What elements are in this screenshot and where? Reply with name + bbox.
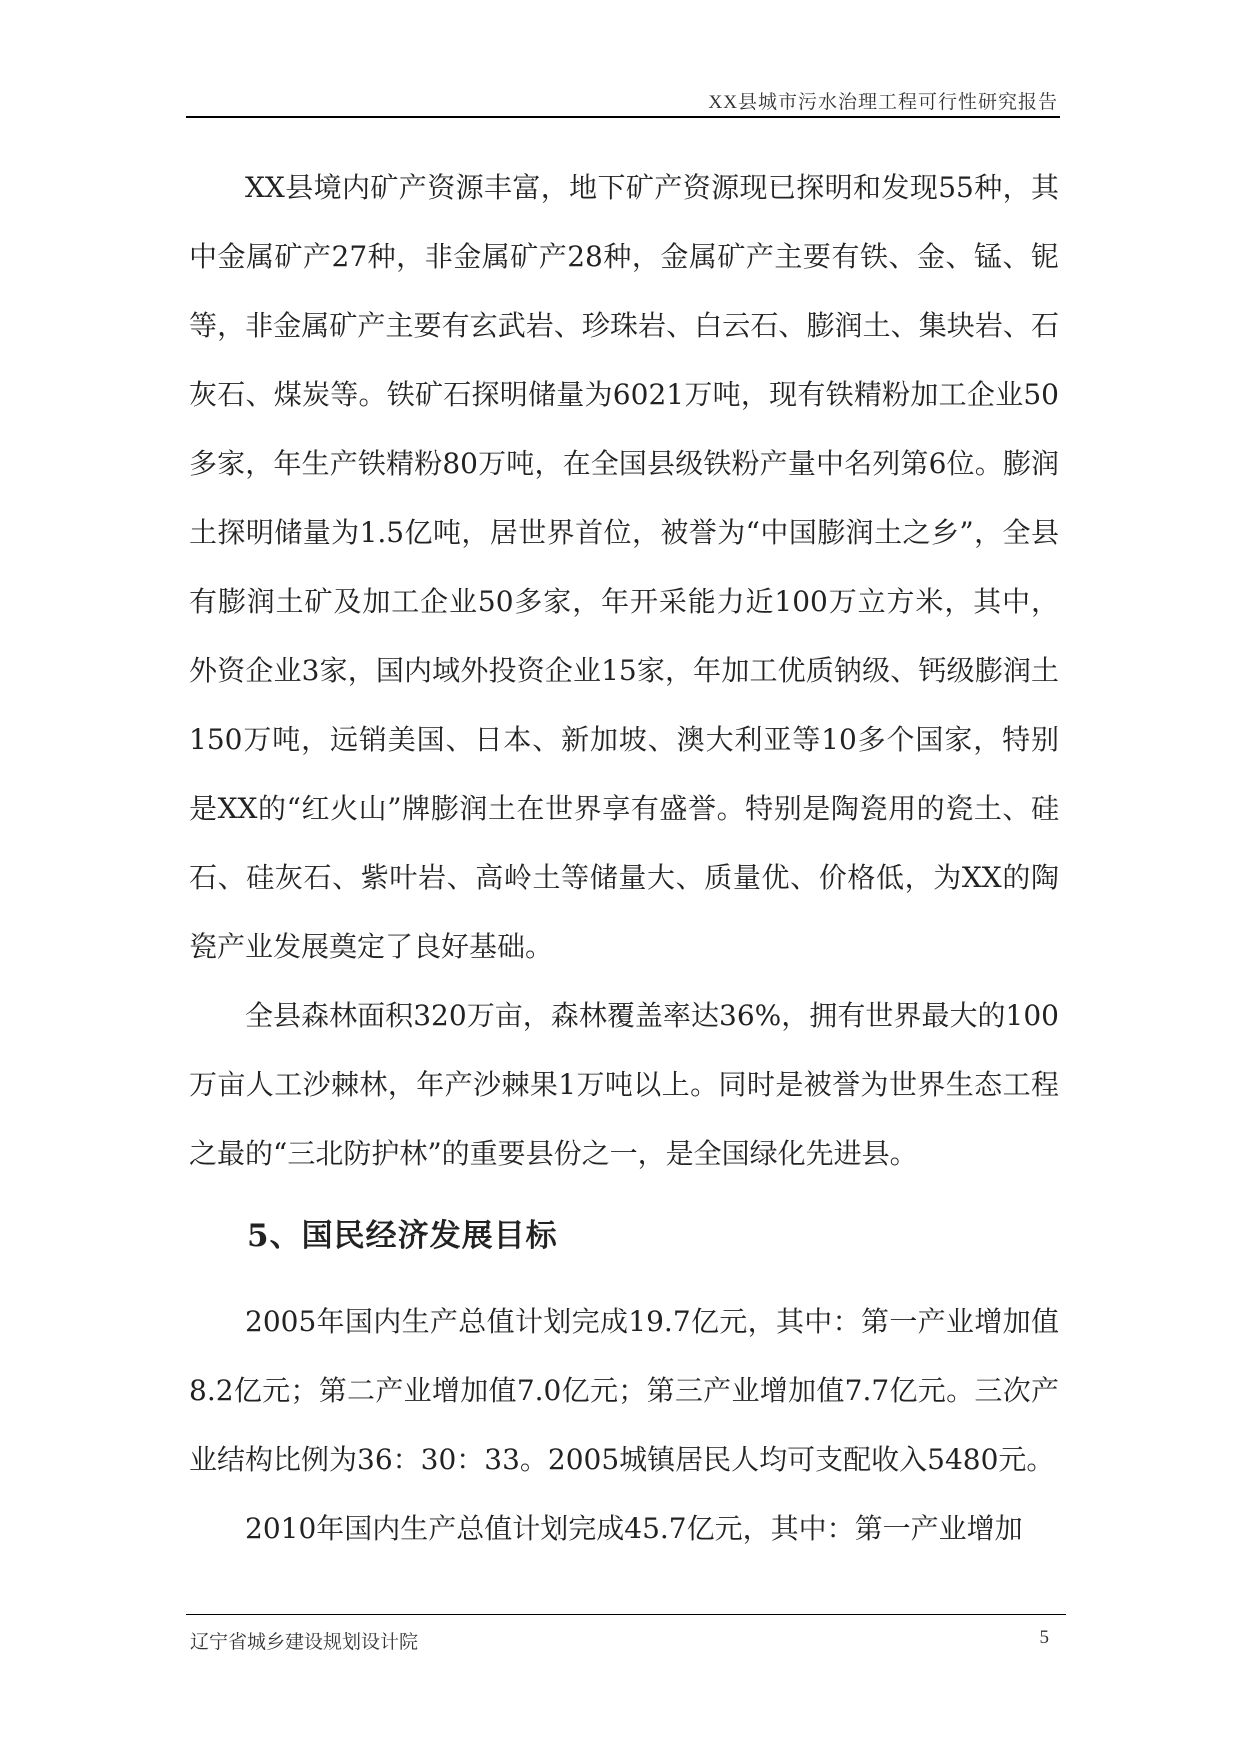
footer-organization: 辽宁省城乡建设规划设计院 <box>190 1632 419 1653</box>
header-divider <box>186 116 1060 118</box>
paragraph-2005-targets: 2005年国内生产总值计划完成19.7亿元，其中：第一产业增加值8.2亿元；第二产业增加值7.0亿元；第三产业增加值7.7亿元。三次产业结构比例为36：30：33。2005城镇居民人均可支配收入5480元。 <box>189 1305 1059 1476</box>
paragraph-forest-resources: 全县森林面积320万亩，森林覆盖率达36%，拥有世界最大的100万亩人工沙棘林，年产沙棘果1万吨以上。同时是被誉为世界生态工程之最的“三北防护林”的重要县份之一，是全国绿化先进县。 <box>189 999 1059 1170</box>
paragraph-mineral-resources: XX县境内矿产资源丰富，地下矿产资源现已探明和发现55种，其中金属矿产27种，非金属矿产28种，金属矿产主要有铁、金、锰、铌等，非金属矿产主要有玄武岩、珍珠岩、白云石、膨润土、集块岩、石灰石、煤炭等。铁矿石探明储量为6021万吨，现有铁精粉加工企业50多家，年生产铁精粉80万吨，在全国县级铁粉产量中名列第6位。膨润土探明储量为1.5亿吨，居世界首位，被誉为“中国膨润土之乡”，全县有膨润土矿及加工企业50多家，年开采能力近100万立方米，其中，外资企业3家，国内域外投资企业15家，年加工优质钠级、钙级膨润土150万吨，远销美国、日本、新加坡、澳大利亚等10多个国家，特别是XX的“红火山”牌膨润土在世界享有盛誉。特别是陶瓷用的瓷土、硅石、硅灰石、紫叶岩、高岭土等储量大、质量优、价格低，为XX的陶瓷产业发展奠定了良好基础。 <box>189 171 1059 963</box>
footer-divider <box>186 1614 1066 1615</box>
section-heading: 5、国民经济发展目标 <box>247 1218 558 1254</box>
page-number: 5 <box>1039 1627 1049 1648</box>
header-title: XX县城市污水治理工程可行性研究报告 <box>708 92 1058 113</box>
paragraph-2010-targets: 2010年国内生产总值计划完成45.7亿元，其中：第一产业增加 <box>245 1512 1023 1545</box>
document-body <box>189 153 1059 1563</box>
